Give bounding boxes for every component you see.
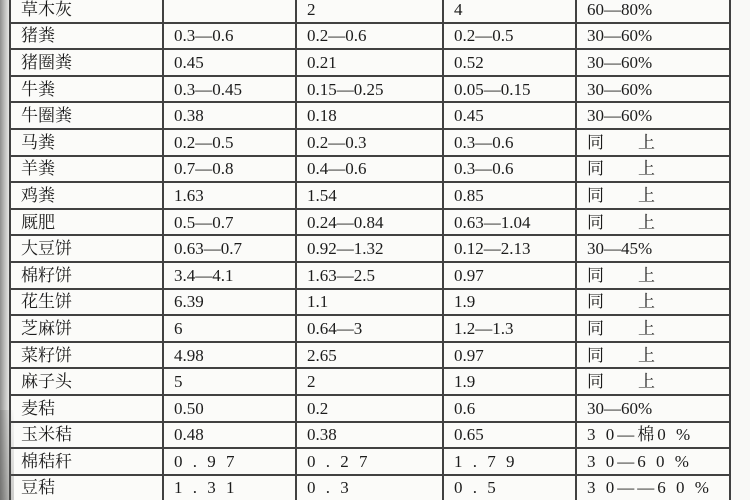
value-cell: 3 0——6 0 % (576, 475, 730, 500)
value-cell: 30—60% (576, 23, 730, 50)
value-cell: 4 (443, 0, 576, 23)
value-cell: 5 (163, 368, 296, 395)
value-cell: 0.64—3 (296, 315, 443, 342)
value-cell: 0.3—0.6 (163, 23, 296, 50)
value-cell: 同 上 (576, 289, 730, 316)
table-body (10, 0, 730, 500)
value-cell: 60—80% (576, 0, 730, 23)
value-cell: 0.12—2.13 (443, 235, 576, 262)
value-cell: 0.38 (163, 102, 296, 129)
value-cell (163, 0, 296, 23)
row-label-cell: 猪圈粪 (10, 49, 163, 76)
value-cell: 1 . 7 9 (443, 448, 576, 475)
value-cell: 同 上 (576, 315, 730, 342)
fertilizer-nutrient-table (9, 0, 731, 500)
value-cell: 0.97 (443, 342, 576, 369)
value-cell: 1.2—1.3 (443, 315, 576, 342)
value-cell: 30—60% (576, 395, 730, 422)
table-row (10, 76, 730, 103)
row-label-cell: 大豆饼 (10, 235, 163, 262)
value-cell: 0.2—0.5 (443, 23, 576, 50)
table-row (10, 0, 730, 23)
row-label-cell: 草木灰 (10, 0, 163, 23)
value-cell: 0.65 (443, 422, 576, 449)
value-cell: 1.54 (296, 182, 443, 209)
value-cell: 同 上 (576, 262, 730, 289)
table-row (10, 156, 730, 183)
value-cell: 0.2—0.3 (296, 129, 443, 156)
value-cell: 0.7—0.8 (163, 156, 296, 183)
value-cell: 0.45 (163, 49, 296, 76)
row-label-cell: 花生饼 (10, 289, 163, 316)
value-cell: 1 . 3 1 (163, 475, 296, 500)
value-cell: 0.6 (443, 395, 576, 422)
value-cell: 0 . 2 7 (296, 448, 443, 475)
value-cell: 3 0—6 0 % (576, 448, 730, 475)
value-cell: 同 上 (576, 209, 730, 236)
value-cell: 0.3—0.45 (163, 76, 296, 103)
table-row (10, 235, 730, 262)
table-row (10, 315, 730, 342)
value-cell: 0.21 (296, 49, 443, 76)
table-row (10, 49, 730, 76)
value-cell: 1.63—2.5 (296, 262, 443, 289)
value-cell: 0 . 9 7 (163, 448, 296, 475)
value-cell: 3.4—4.1 (163, 262, 296, 289)
value-cell: 0 . 3 (296, 475, 443, 500)
value-cell: 0.2—0.6 (296, 23, 443, 50)
value-cell: 6.39 (163, 289, 296, 316)
value-cell: 30—60% (576, 76, 730, 103)
value-cell: 30—60% (576, 102, 730, 129)
value-cell: 0.5—0.7 (163, 209, 296, 236)
value-cell: 0.2—0.5 (163, 129, 296, 156)
value-cell: 2 (296, 0, 443, 23)
value-cell: 4.98 (163, 342, 296, 369)
value-cell: 0.38 (296, 422, 443, 449)
row-label-cell: 牛粪 (10, 76, 163, 103)
row-label-cell: 菜籽饼 (10, 342, 163, 369)
row-label-cell: 麻子头 (10, 368, 163, 395)
value-cell: 0.18 (296, 102, 443, 129)
table-row (10, 23, 730, 50)
value-cell: 1.1 (296, 289, 443, 316)
table-row (10, 342, 730, 369)
value-cell: 同 上 (576, 182, 730, 209)
row-label-cell: 棉秸秆 (10, 448, 163, 475)
value-cell: 0.3—0.6 (443, 156, 576, 183)
value-cell: 0.05—0.15 (443, 76, 576, 103)
row-label-cell: 厩肥 (10, 209, 163, 236)
table-row (10, 289, 730, 316)
value-cell: 0.24—0.84 (296, 209, 443, 236)
value-cell: 1.63 (163, 182, 296, 209)
table-row (10, 395, 730, 422)
table-row (10, 422, 730, 449)
value-cell: 0.63—0.7 (163, 235, 296, 262)
table-row (10, 182, 730, 209)
row-label-cell: 玉米秸 (10, 422, 163, 449)
value-cell: 0 . 5 (443, 475, 576, 500)
value-cell: 30—60% (576, 49, 730, 76)
value-cell: 2.65 (296, 342, 443, 369)
value-cell: 0.48 (163, 422, 296, 449)
table-row (10, 448, 730, 475)
table-row (10, 209, 730, 236)
value-cell: 0.52 (443, 49, 576, 76)
table-row (10, 368, 730, 395)
row-label-cell: 牛圈粪 (10, 102, 163, 129)
page-edge-shadow-bottom (0, 410, 14, 500)
value-cell: 0.45 (443, 102, 576, 129)
value-cell: 0.97 (443, 262, 576, 289)
value-cell: 0.4—0.6 (296, 156, 443, 183)
value-cell: 同 上 (576, 156, 730, 183)
row-label-cell: 棉籽饼 (10, 262, 163, 289)
value-cell: 同 上 (576, 368, 730, 395)
row-label-cell: 鸡粪 (10, 182, 163, 209)
table-row (10, 262, 730, 289)
value-cell: 2 (296, 368, 443, 395)
row-label-cell: 麦秸 (10, 395, 163, 422)
value-cell: 6 (163, 315, 296, 342)
value-cell: 0.85 (443, 182, 576, 209)
value-cell: 0.15—0.25 (296, 76, 443, 103)
value-cell: 0.92—1.32 (296, 235, 443, 262)
value-cell: 同 上 (576, 342, 730, 369)
table-row (10, 475, 730, 500)
value-cell: 0.3—0.6 (443, 129, 576, 156)
value-cell: 同 上 (576, 129, 730, 156)
row-label-cell: 羊粪 (10, 156, 163, 183)
value-cell: 30—45% (576, 235, 730, 262)
row-label-cell: 猪粪 (10, 23, 163, 50)
value-cell: 0.2 (296, 395, 443, 422)
row-label-cell: 马粪 (10, 129, 163, 156)
value-cell: 1.9 (443, 289, 576, 316)
value-cell: 1.9 (443, 368, 576, 395)
value-cell: 0.63—1.04 (443, 209, 576, 236)
table-row (10, 129, 730, 156)
table-row (10, 102, 730, 129)
value-cell: 0.50 (163, 395, 296, 422)
value-cell: 3 0—棉0 % (576, 422, 730, 449)
row-label-cell: 豆秸 (10, 475, 163, 500)
row-label-cell: 芝麻饼 (10, 315, 163, 342)
